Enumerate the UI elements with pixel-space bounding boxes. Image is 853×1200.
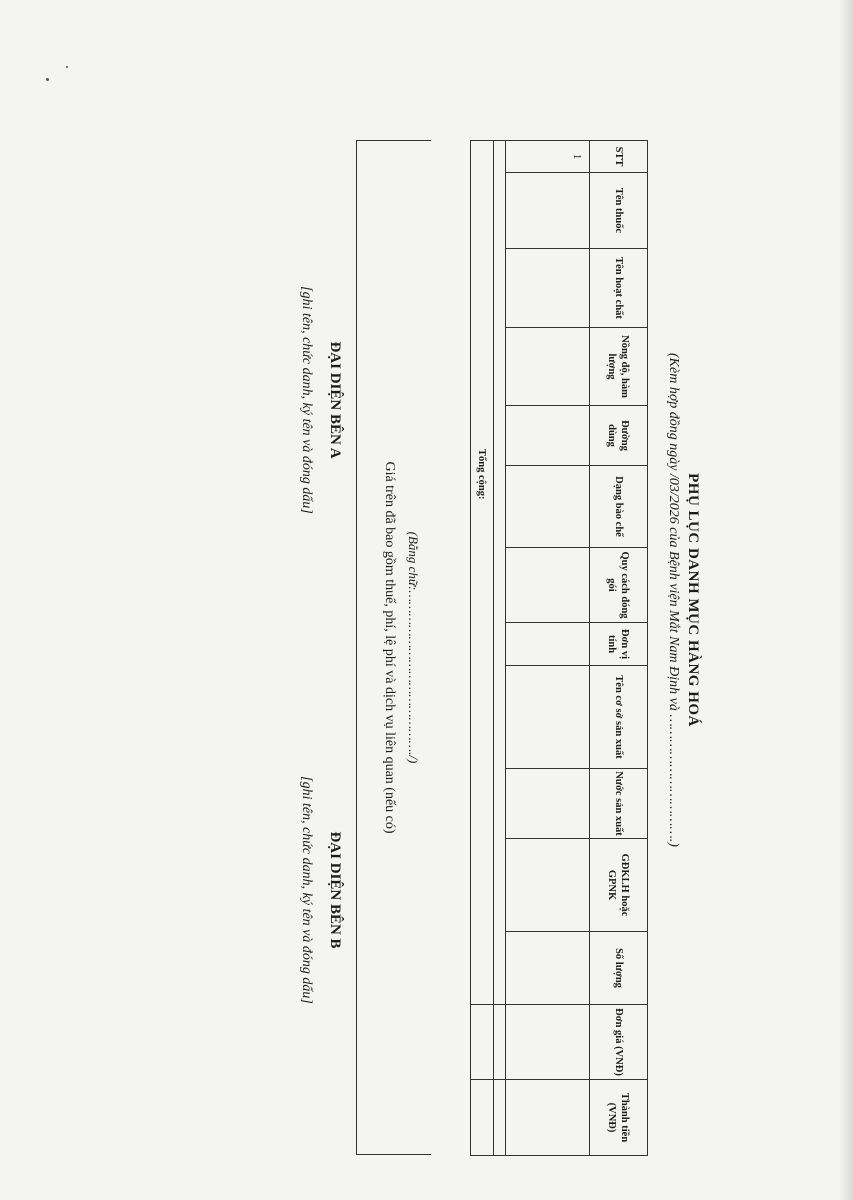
header-cell: Tên cơ sở sản xuất	[590, 666, 648, 769]
tax-note: Giá trên đã bao gồm thuế, phí, lệ phí và dịch vụ liên quan (nếu có)	[382, 461, 397, 834]
header-cell: Đường dùng	[590, 406, 648, 466]
amount-in-words: (Bằng chữ:……………………………………./)	[406, 531, 421, 764]
table-cell	[506, 406, 590, 466]
document-subtitle: (Kèm hợp đồng ngày /03/2026 của Bệnh viện Mắt Nam Định và ………………………….)	[666, 353, 681, 847]
table-cell	[506, 839, 590, 932]
total-label: Tổng cộng:	[471, 141, 494, 1005]
table-row-spacer	[494, 141, 506, 1156]
table-row	[506, 141, 590, 1156]
table-cell	[506, 769, 590, 839]
header-cell: Tên thuốc	[590, 173, 648, 249]
party-b-title: ĐẠI DIỆN BÊN B	[327, 831, 343, 949]
spacer-cell	[494, 141, 506, 1005]
header-cell: STT	[590, 141, 648, 173]
goods-table	[470, 140, 648, 1156]
header-cell: Số lượng	[590, 932, 648, 1005]
spacer-cell	[494, 1080, 506, 1156]
spacer-cell	[494, 1005, 506, 1080]
signature-party-a	[298, 250, 401, 550]
header-cell: Nước sản xuất	[590, 769, 648, 839]
signature-party-b	[298, 725, 401, 1055]
header-cell: Đơn giá (VNĐ)	[590, 1005, 648, 1080]
table-cell	[506, 666, 590, 769]
total-cell	[471, 1080, 494, 1156]
table-header-row	[590, 141, 648, 1156]
table-cell	[506, 173, 590, 249]
party-a-title: ĐẠI DIỆN BÊN A	[327, 341, 343, 459]
party-b-note: [ghi tên, chức danh, ký tên và đóng dấu]	[299, 776, 314, 1004]
header-cell: Nồng độ, hàm lượng	[590, 328, 648, 406]
table-cell	[506, 932, 590, 1005]
table-cell	[506, 328, 590, 406]
table-cell	[506, 249, 590, 328]
header-cell: GĐKLH hoặc GPNK	[590, 839, 648, 932]
party-a-note: [ghi tên, chức danh, ký tên và đóng dấu]	[299, 286, 314, 514]
table-cell	[506, 548, 590, 623]
table-cell	[506, 1005, 590, 1080]
table-cell	[506, 623, 590, 666]
header-cell: Thành tiền (VNĐ)	[590, 1080, 648, 1156]
header-cell: Đơn vị tính	[590, 623, 648, 666]
header-cell: Dạng bào chế	[590, 466, 648, 548]
header-cell: Tên hoạt chất	[590, 249, 648, 328]
table-cell	[506, 1080, 590, 1156]
table-cell-stt: 1	[506, 141, 590, 173]
table-cell	[506, 466, 590, 548]
document-title: PHỤ LỤC DANH MỤC HÀNG HOÁ	[685, 473, 701, 727]
header-cell: Quy cách đóng gói	[590, 548, 648, 623]
table-total-row	[471, 141, 494, 1156]
total-cell	[471, 1005, 494, 1080]
